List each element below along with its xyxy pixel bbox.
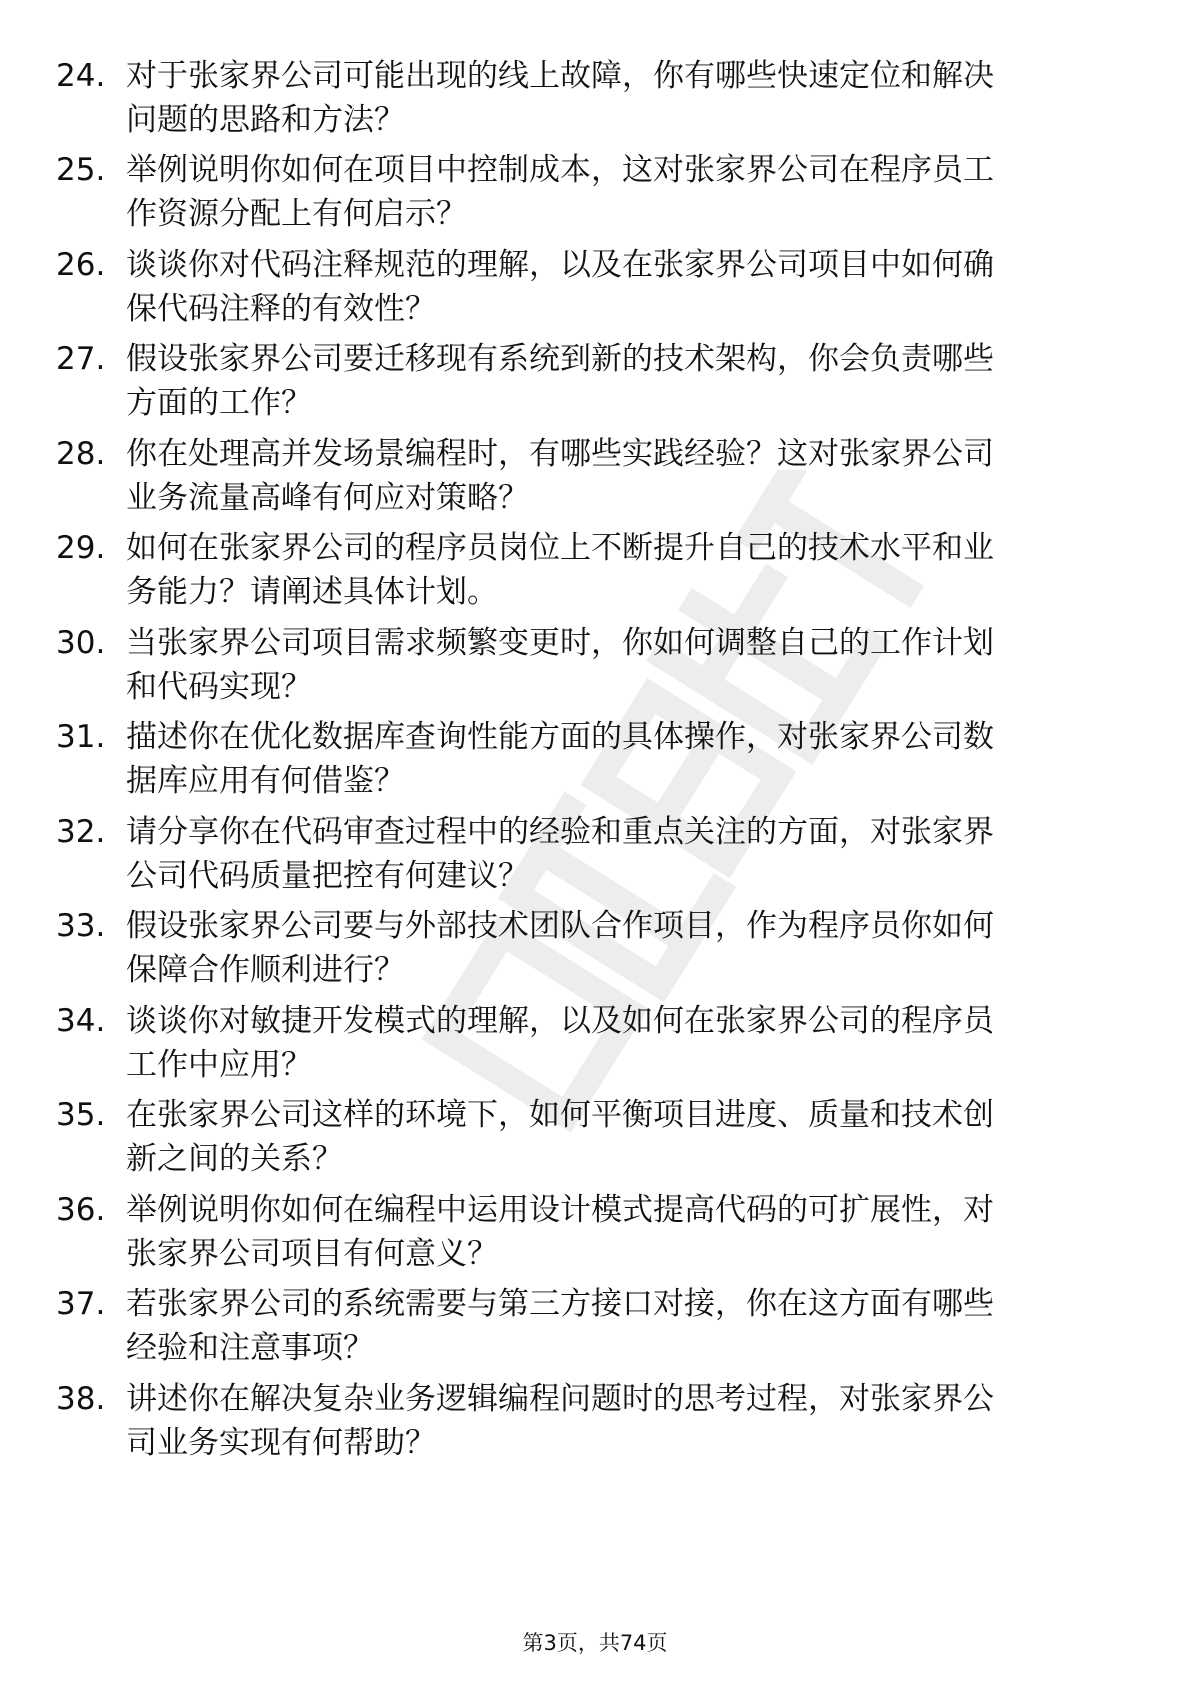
question-item [56, 526, 1136, 626]
question-number: 24. [56, 58, 106, 94]
question-text [126, 1377, 1132, 1465]
question-text-line: 业务流量高峰有何应对策略？ [126, 480, 529, 516]
question-text-line: 公司代码质量把控有何建议？ [126, 858, 529, 894]
question-number: 32. [56, 814, 106, 850]
question-text-line: 谈谈你对敏捷开发模式的理解，以及如何在张家界公司的程序员 [126, 1003, 994, 1039]
question-text [126, 904, 1132, 992]
question-text-line: 务能力？请阐述具体计划。 [126, 574, 498, 610]
question-text-line: 当张家界公司项目需求频繁变更时，你如何调整自己的工作计划 [126, 625, 994, 661]
question-text-line: 讲述你在解决复杂业务逻辑编程问题时的思考过程，对张家界公 [126, 1381, 994, 1417]
question-text [126, 1188, 1132, 1276]
question-text-line: 保障合作顺利进行？ [126, 952, 405, 988]
question-text [126, 432, 1132, 520]
question-text-line: 你在处理高并发场景编程时，有哪些实践经验？这对张家界公司 [126, 436, 994, 472]
question-text [126, 1282, 1132, 1370]
question-text [126, 999, 1132, 1087]
question-item [56, 54, 1136, 154]
question-item [56, 1093, 1136, 1193]
question-text-line: 在张家界公司这样的环境下，如何平衡项目进度、质量和技术创 [126, 1097, 994, 1133]
question-text [126, 337, 1132, 425]
question-text-line: 张家界公司项目有何意义？ [126, 1236, 498, 1272]
question-text-line: 问题的思路和方法？ [126, 102, 405, 138]
question-text [126, 148, 1132, 236]
question-text-line: 假设张家界公司要迁移现有系统到新的技术架构，你会负责哪些 [126, 341, 994, 377]
question-text-line: 对于张家界公司可能出现的线上故障，你有哪些快速定位和解决 [126, 58, 994, 94]
question-text-line: 假设张家界公司要与外部技术团队合作项目，作为程序员你如何 [126, 908, 994, 944]
question-number: 34. [56, 1003, 106, 1039]
question-text-line: 请分享你在代码审查过程中的经验和重点关注的方面，对张家界 [126, 814, 994, 850]
question-item [56, 810, 1136, 910]
page-number-footer: 第3页，共74页 [522, 1631, 668, 1655]
question-number: 36. [56, 1192, 106, 1228]
question-text [126, 621, 1132, 709]
question-text-line: 举例说明你如何在编程中运用设计模式提高代码的可扩展性，对 [126, 1192, 994, 1228]
question-number: 25. [56, 152, 106, 188]
question-text [126, 715, 1132, 803]
question-number: 33. [56, 908, 106, 944]
question-number: 38. [56, 1381, 106, 1417]
question-text [126, 54, 1132, 142]
question-text-line: 如何在张家界公司的程序员岗位上不断提升自己的技术水平和业 [126, 530, 994, 566]
question-item [56, 148, 1136, 248]
question-number: 26. [56, 247, 106, 283]
question-number: 31. [56, 719, 106, 755]
question-number: 28. [56, 436, 106, 472]
question-text-line: 作资源分配上有何启示？ [126, 196, 467, 232]
question-item [56, 1282, 1136, 1382]
question-text-line: 保代码注释的有效性？ [126, 291, 436, 327]
question-text-line: 若张家界公司的系统需要与第三方接口对接，你在这方面有哪些 [126, 1286, 994, 1322]
question-item [56, 1377, 1136, 1477]
question-text-line: 谈谈你对代码注释规范的理解，以及在张家界公司项目中如何确 [126, 247, 994, 283]
question-item [56, 1188, 1136, 1288]
question-item [56, 337, 1136, 437]
question-item [56, 621, 1136, 721]
question-text-line: 举例说明你如何在项目中控制成本，这对张家界公司在程序员工 [126, 152, 994, 188]
question-number: 35. [56, 1097, 106, 1133]
question-text [126, 526, 1132, 614]
question-item [56, 904, 1136, 1004]
question-number: 27. [56, 341, 106, 377]
question-number: 37. [56, 1286, 106, 1322]
question-item [56, 243, 1136, 343]
question-text-line: 新之间的关系？ [126, 1141, 343, 1177]
question-text-line: 经验和注意事项？ [126, 1330, 374, 1366]
question-text-line: 和代码实现？ [126, 669, 312, 705]
question-text-line: 司业务实现有何帮助？ [126, 1425, 436, 1461]
question-text [126, 243, 1132, 331]
question-number: 29. [56, 530, 106, 566]
question-number: 30. [56, 625, 106, 661]
question-text-line: 工作中应用？ [126, 1047, 312, 1083]
question-text [126, 810, 1132, 898]
question-item [56, 999, 1136, 1099]
question-item [56, 432, 1136, 532]
question-text-line: 描述你在优化数据库查询性能方面的具体操作，对张家界公司数 [126, 719, 994, 755]
question-text-line: 方面的工作？ [126, 385, 312, 421]
question-text-line: 据库应用有何借鉴？ [126, 763, 405, 799]
question-text [126, 1093, 1132, 1181]
question-item [56, 715, 1136, 815]
